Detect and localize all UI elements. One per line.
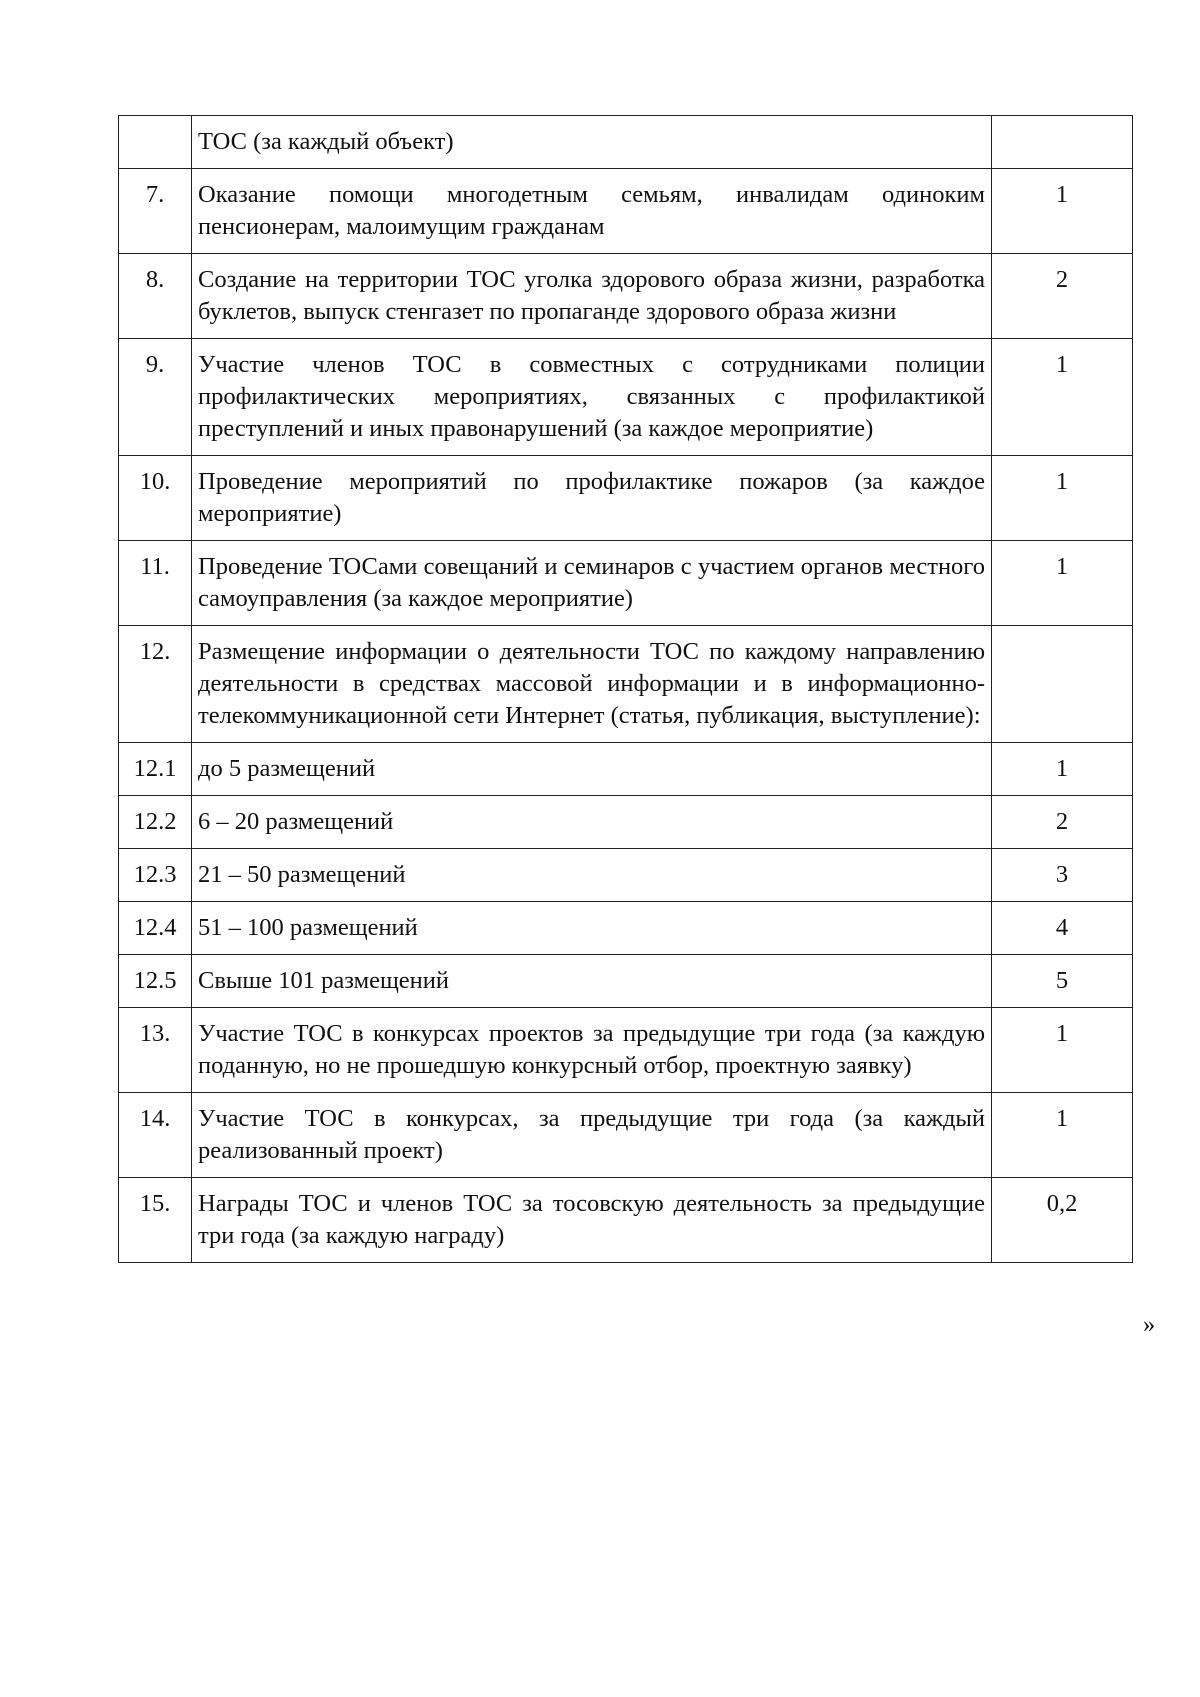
row-number-cell: 12.3 xyxy=(119,849,192,902)
criterion-text-cell: Награды ТОС и членов ТОС за тосовскую деятельность за предыдущие три года (за каждую награду) xyxy=(192,1178,992,1263)
table-row xyxy=(119,116,1133,169)
table-row xyxy=(119,1093,1133,1178)
row-number-cell: 11. xyxy=(119,541,192,626)
points-cell: 1 xyxy=(992,541,1133,626)
row-number-cell: 12.1 xyxy=(119,743,192,796)
row-number-cell: 14. xyxy=(119,1093,192,1178)
criteria-table xyxy=(118,115,1133,1263)
points-cell xyxy=(992,626,1133,743)
table-row xyxy=(119,743,1133,796)
row-number-cell xyxy=(119,116,192,169)
criterion-text-cell: 21 – 50 размещений xyxy=(192,849,992,902)
criteria-table-body xyxy=(119,116,1133,1263)
points-cell: 1 xyxy=(992,1093,1133,1178)
points-cell: 3 xyxy=(992,849,1133,902)
table-row xyxy=(119,1178,1133,1263)
criterion-text-cell: ТОС (за каждый объект) xyxy=(192,116,992,169)
criterion-text-cell: Создание на территории ТОС уголка здорового образа жизни, разработка буклетов, выпуск стенгазет по пропаганде здорового образа жизни xyxy=(192,254,992,339)
criterion-text-cell: Оказание помощи многодетным семьям, инвалидам одиноким пенсионерам, малоимущим гражданам xyxy=(192,169,992,254)
table-row xyxy=(119,626,1133,743)
points-cell: 1 xyxy=(992,169,1133,254)
points-cell: 5 xyxy=(992,955,1133,1008)
points-cell: 1 xyxy=(992,339,1133,456)
criterion-text-cell: до 5 размещений xyxy=(192,743,992,796)
criterion-text-cell: 51 – 100 размещений xyxy=(192,902,992,955)
row-number-cell: 13. xyxy=(119,1008,192,1093)
row-number-cell: 10. xyxy=(119,456,192,541)
row-number-cell: 8. xyxy=(119,254,192,339)
table-row xyxy=(119,456,1133,541)
table-row xyxy=(119,254,1133,339)
criterion-text-cell: Свыше 101 размещений xyxy=(192,955,992,1008)
row-number-cell: 12.5 xyxy=(119,955,192,1008)
row-number-cell: 15. xyxy=(119,1178,192,1263)
points-cell: 4 xyxy=(992,902,1133,955)
points-cell: 1 xyxy=(992,456,1133,541)
row-number-cell: 9. xyxy=(119,339,192,456)
table-row xyxy=(119,169,1133,254)
criterion-text-cell: Размещение информации о деятельности ТОС по каждому направлению деятельности в средствах массовой информации и в информационно-телекоммуникационной сети Интернет (статья, публикация, выступление): xyxy=(192,626,992,743)
criterion-text-cell: Проведение мероприятий по профилактике пожаров (за каждое мероприятие) xyxy=(192,456,992,541)
criterion-text-cell: Участие ТОС в конкурсах проектов за предыдущие три года (за каждую поданную, но не прошедшую конкурсный отбор, проектную заявку) xyxy=(192,1008,992,1093)
closing-quote-mark: » xyxy=(1143,1311,1156,1338)
points-cell xyxy=(992,116,1133,169)
criterion-text-cell: Участие членов ТОС в совместных с сотрудниками полиции профилактических мероприятиях, связанных с профилактикой преступлений и иных правонарушений (за каждое мероприятие) xyxy=(192,339,992,456)
row-number-cell: 12. xyxy=(119,626,192,743)
table-row xyxy=(119,541,1133,626)
row-number-cell: 12.2 xyxy=(119,796,192,849)
row-number-cell: 12.4 xyxy=(119,902,192,955)
points-cell: 0,2 xyxy=(992,1178,1133,1263)
criterion-text-cell: Проведение ТОСами совещаний и семинаров с участием органов местного самоуправления (за каждое мероприятие) xyxy=(192,541,992,626)
table-row xyxy=(119,955,1133,1008)
row-number-cell: 7. xyxy=(119,169,192,254)
points-cell: 1 xyxy=(992,743,1133,796)
points-cell: 2 xyxy=(992,796,1133,849)
points-cell: 2 xyxy=(992,254,1133,339)
table-row xyxy=(119,902,1133,955)
table-row xyxy=(119,339,1133,456)
criterion-text-cell: 6 – 20 размещений xyxy=(192,796,992,849)
criterion-text-cell: Участие ТОС в конкурсах, за предыдущие три года (за каждый реализованный проект) xyxy=(192,1093,992,1178)
table-row xyxy=(119,796,1133,849)
table-row xyxy=(119,1008,1133,1093)
table-row xyxy=(119,849,1133,902)
points-cell: 1 xyxy=(992,1008,1133,1093)
